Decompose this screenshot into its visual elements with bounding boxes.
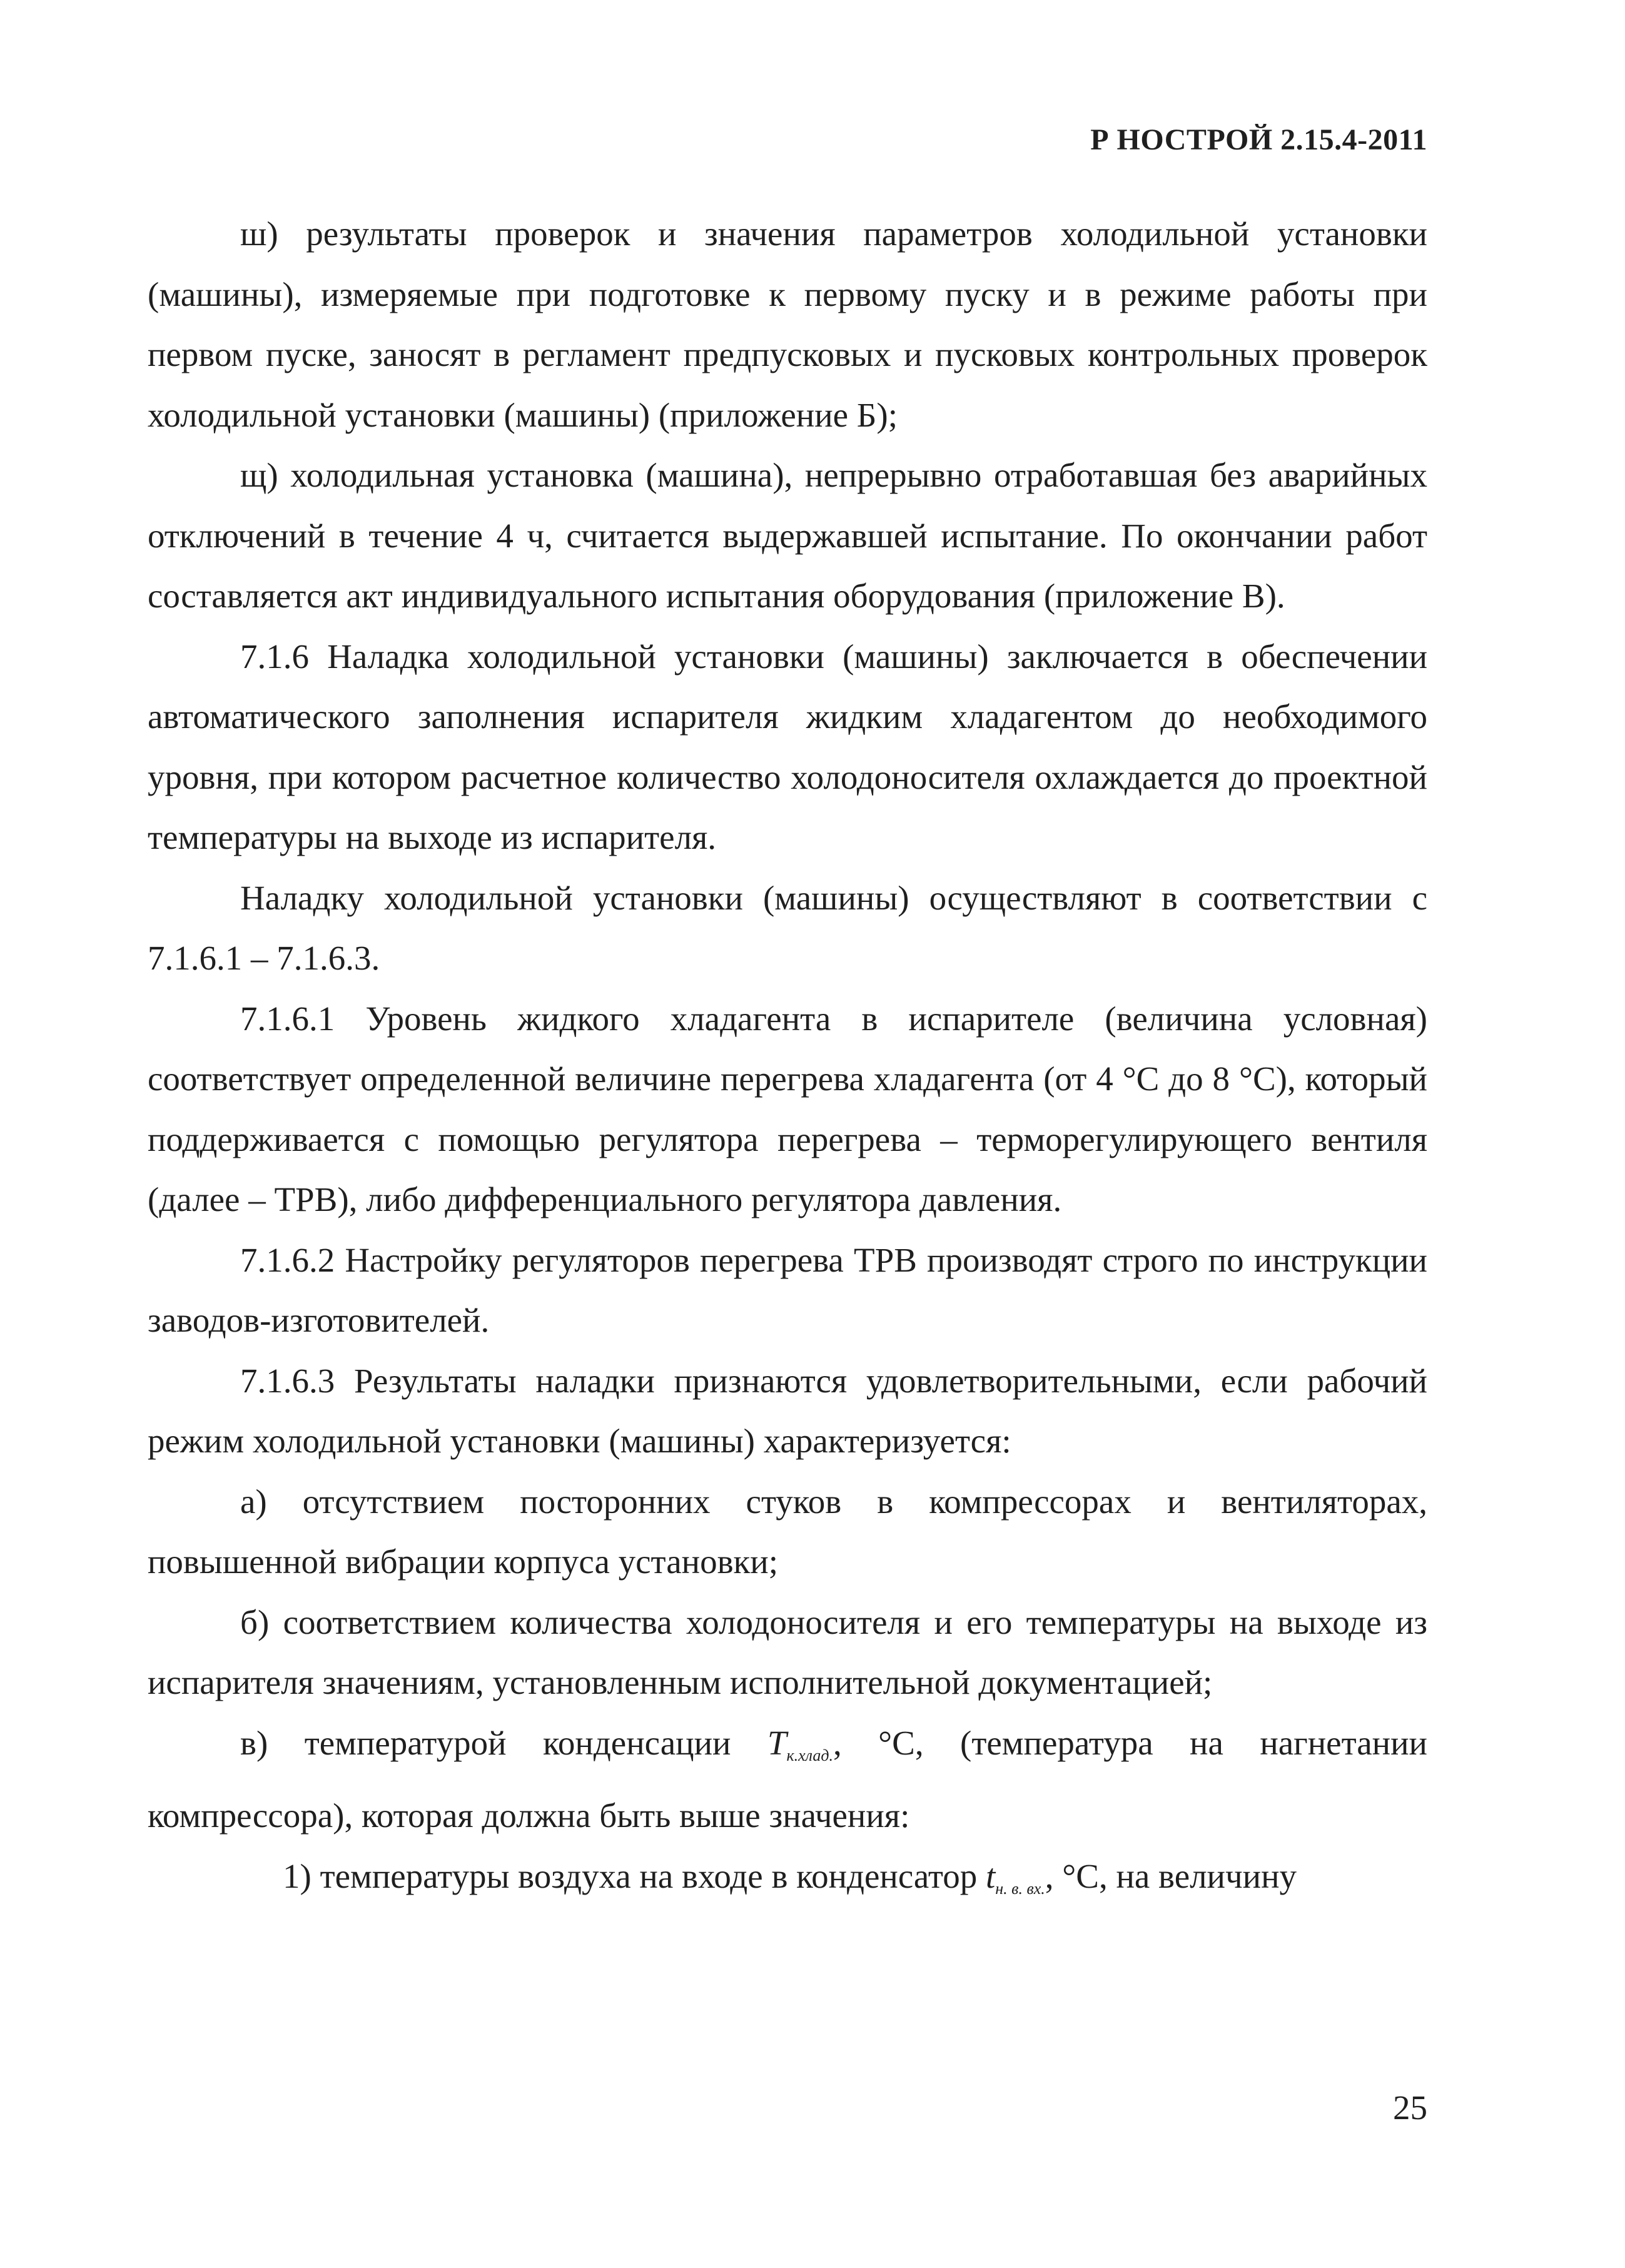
air-inlet-temperature-symbol (985, 1856, 1045, 1898)
paragraph-7-1-6-3: 7.1.6.3 Результаты наладки признаются удовлетворительными, если рабочий режим холодильной установки (машины) характеризуется: (148, 1361, 1427, 1460)
paragraph-7-1-6-1: 7.1.6.1 Уровень жидкого хладагента в испарителе (величина условная) соответствует определенной величине перегрева хладагента (от 4 °С до 8 °С), который поддерживается с помощью регулятора перегрева – терморегулирующего вентиля (далее – ТРВ), либо дифференциального регулятора давления. (148, 999, 1427, 1218)
paragraph-item-a: а) отсутствием посторонних стуков в компрессорах и вентиляторах, повышенной вибрации корпуса установки; (148, 1482, 1427, 1581)
subitem-1-text-after: , °С, на величину (1045, 1856, 1297, 1895)
document-code-header: Р НОСТРОЙ 2.15.4-2011 (1090, 123, 1427, 156)
item-v-text-before: в) температурой конденсации (240, 1723, 767, 1762)
paragraph-item-b: б) соответствием количества холодоносителя и его температуры на выходе из испарителя значениям, установленным исполнительной документацией; (148, 1602, 1427, 1701)
symbol-subscript-n-v-vh: н. в. вх. (995, 1879, 1045, 1898)
symbol-t-upper: T (767, 1723, 787, 1762)
paragraph-item-v (148, 1713, 1427, 1846)
paragraph-7-1-6-2: 7.1.6.2 Настройку регуляторов перегрева ТРВ производят строго по инструкции заводов-изготовителей. (148, 1240, 1427, 1339)
symbol-subscript-k-hlad: к.хлад. (786, 1746, 833, 1764)
subitem-1-text-before: 1) температуры воздуха на входе в конденсатор (283, 1856, 986, 1895)
symbol-t-lower: t (985, 1856, 996, 1895)
paragraph-naladku: Наладку холодильной установки (машины) осуществляют в соответствии с 7.1.6.1 – 7.1.6.3. (148, 878, 1427, 977)
paragraph-shch: щ) холодильная установка (машина), непрерывно отработавшая без аварийных отключений в течение 4 ч, считается выдержавшей испытание. По окончании работ составляется акт индивидуального испытания оборудования (приложение В). (148, 456, 1427, 615)
paragraph-sh: ш) результаты проверок и значения параметров холодильной установки (машины), измеряемые при подготовке к первому пуску и в режиме работы при первом пуске, заносят в регламент предпусковых и пусковых контрольных проверок холодильной установки (машины) (приложение Б); (148, 215, 1427, 434)
condensation-temperature-symbol (767, 1724, 833, 1762)
page-number: 25 (1393, 2088, 1427, 2127)
body-text (148, 204, 1427, 1919)
paragraph-subitem-1 (148, 1846, 1427, 1920)
item-v-text-after: , °С, (температура на нагнетании компрессора), которая должна быть выше значения: (148, 1723, 1427, 1835)
paragraph-7-1-6: 7.1.6 Наладка холодильной установки (машины) заключается в обеспечении автоматического заполнения испарителя жидким хладагентом до необходимого уровня, при котором расчетное количество холодоносителя охлаждается до проектной температуры на выходе из испарителя. (148, 637, 1427, 856)
